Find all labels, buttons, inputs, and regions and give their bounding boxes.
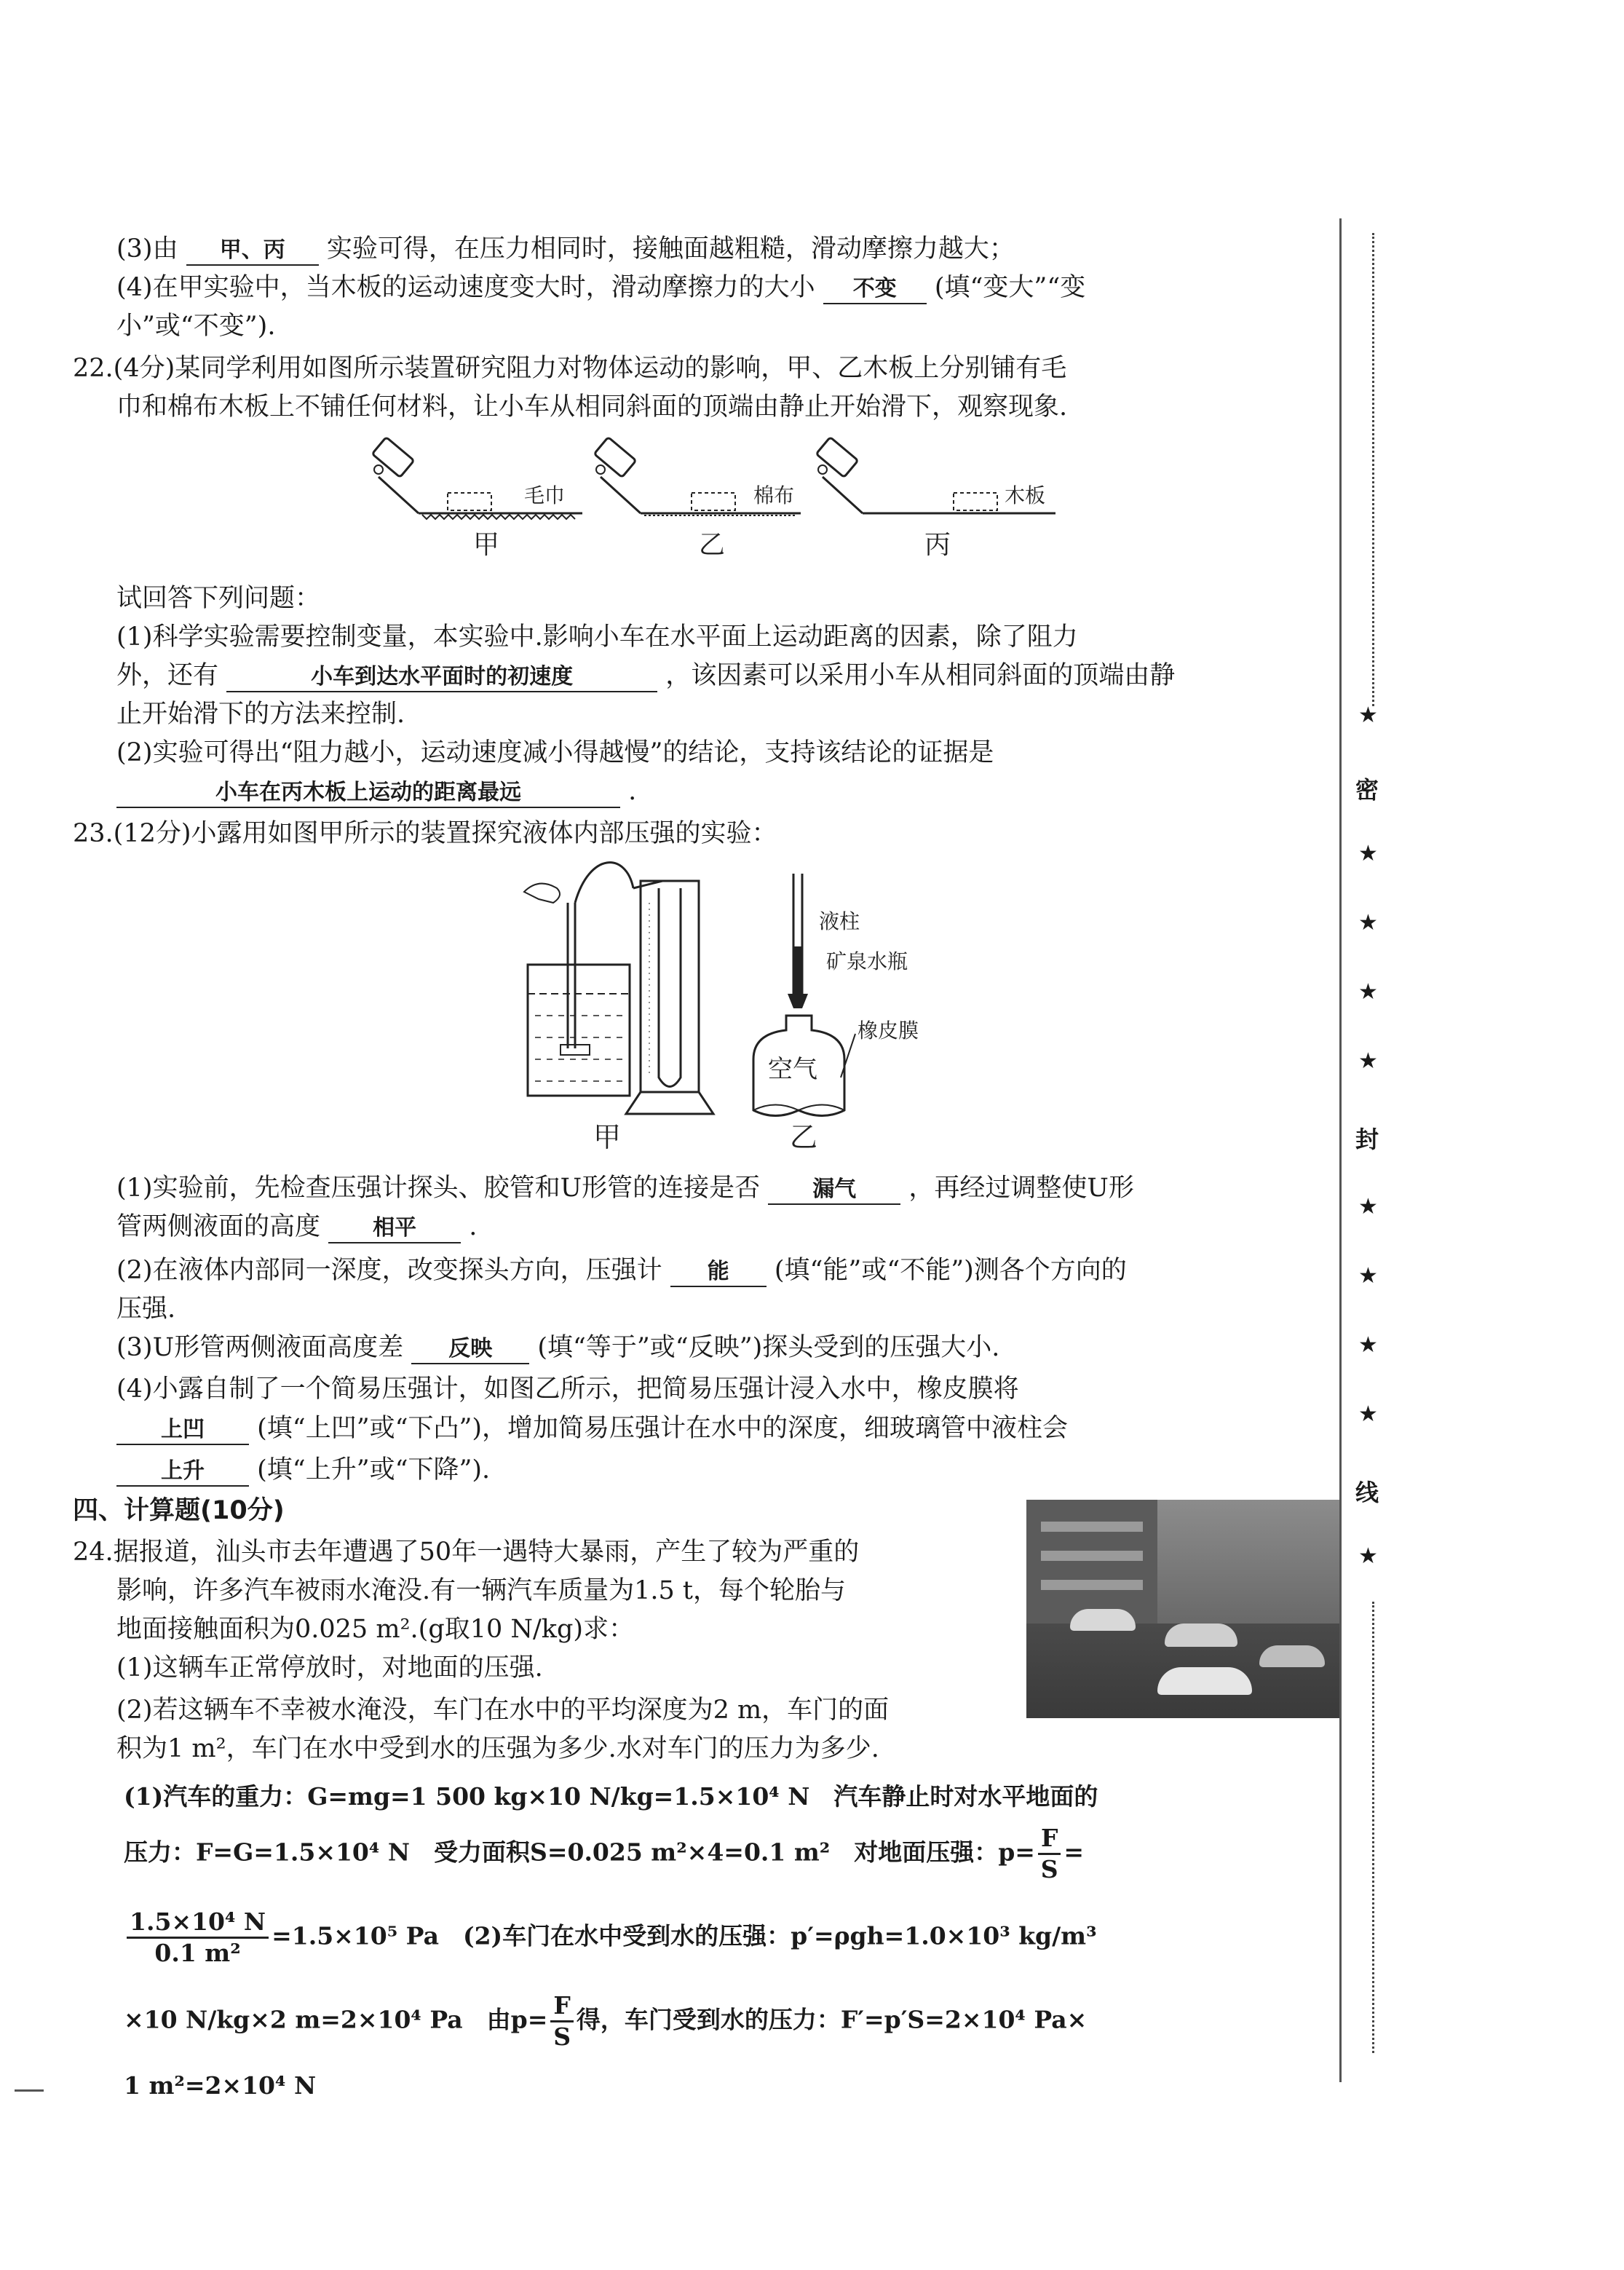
q23-part4-line1: (4)小露自制了一个简易压强计，如图乙所示，把简易压强计浸入水中，橡皮膜将 bbox=[116, 1375, 1019, 1404]
slope-setup-bing bbox=[816, 437, 1055, 560]
q23-part1-line2: 管两侧液面的高度 相平 . bbox=[116, 1211, 477, 1243]
solution-line-5: 1 m²=2×10⁴ N bbox=[124, 2071, 317, 2100]
q22-part1-line2: 外，还有 小车到达水平面时的初速度 ，该因素可以采用小车从相同斜面的顶端由静 bbox=[116, 660, 1175, 692]
simple-gauge-bottle bbox=[753, 874, 919, 1150]
pressure-gauge-setup bbox=[524, 863, 713, 1150]
q24-stem-4: (1)这辆车正常停放时，对地面的压强. bbox=[116, 1653, 543, 1682]
q23-part3: (3)U形管两侧液面高度差 反映 (填“等于”或“反映”)探头受到的压强大小. bbox=[116, 1332, 999, 1364]
star-icon: ★ bbox=[1358, 1048, 1378, 1074]
q23-part2-line2: 压强. bbox=[116, 1294, 176, 1324]
liquid-column-label: 液柱 bbox=[819, 909, 860, 933]
star-icon: ★ bbox=[1358, 703, 1378, 728]
solution-line-3: $\frac{\text{1.5×10⁴ N}}{\text{0.1 m²}}$ =1.5×10⁵ Pa (2)车门在水中受到水的压强：p′=ρgh=1.0×10³ kg/m³ bbox=[124, 1907, 1097, 1968]
star-icon: ★ bbox=[1358, 979, 1378, 1005]
bottle-label: 矿泉水瓶 bbox=[826, 949, 908, 973]
q21-line4-cont: 小”或“不变”). bbox=[116, 312, 276, 341]
surface-label: 木板 bbox=[1005, 483, 1046, 507]
membrane-label: 橡皮膜 bbox=[857, 1019, 919, 1043]
margin-char-mi: 密 bbox=[1355, 776, 1379, 804]
q24-stem-2: 影响，许多汽车被雨水淹没.有一辆汽车质量为1.5 t，每个轮胎与 bbox=[116, 1576, 846, 1605]
figure-label: 甲 bbox=[593, 1121, 622, 1150]
q23-part1-line1: (1)实验前，先检查压强计探头、胶管和U形管的连接是否 漏气 ，再经过调整使U形 bbox=[116, 1172, 1134, 1205]
solution-line-2: 压力：F=G=1.5×10⁴ N 受力面积S=0.025 m²×4=0.1 m² 对地面压强：p= $\frac{F}{S}$ = bbox=[124, 1824, 1085, 1883]
surface-label: 棉布 bbox=[753, 483, 795, 507]
q24-stem-3: 地面接触面积为0.025 m².(g取10 N/kg)求： bbox=[116, 1615, 635, 1644]
fraction: $\frac{\text{1.5×10⁴ N}}{\text{0.1 m²}}$ bbox=[127, 1907, 269, 1968]
answer-blank: 能 bbox=[670, 1258, 767, 1287]
q23-part2-line1: (2)在液体内部同一深度，改变探头方向，压强计 能 (填“能”或“不能”)测各个方向的 bbox=[116, 1254, 1127, 1287]
solution-line-1: (1)汽车的重力：G=mg=1 500 kg×10 N/kg=1.5×10⁴ N 汽车静止时对水平地面的 bbox=[124, 1782, 1098, 1811]
q22-stem-1: 22.(4分)某同学利用如图所示装置研究阻力对物体运动的影响，甲、乙木板上分别铺有毛 bbox=[73, 354, 1067, 383]
answer-blank: 相平 bbox=[328, 1214, 461, 1243]
q23-part4-line3: 上升 (填“上升”或“下降”). bbox=[116, 1454, 490, 1487]
surface-label: 毛巾 bbox=[524, 483, 566, 507]
answer-blank: 甲、丙 bbox=[186, 237, 319, 266]
star-icon: ★ bbox=[1358, 910, 1378, 936]
star-icon: ★ bbox=[1358, 1401, 1378, 1427]
q22-part1-line3: 止开始滑下的方法来控制. bbox=[116, 700, 405, 729]
q23-stem: 23.(12分)小露用如图甲所示的装置探究液体内部压强的实验： bbox=[73, 819, 777, 848]
q22-prompt: 试回答下列问题： bbox=[116, 584, 321, 613]
answer-blank: 小车到达水平面时的初速度 bbox=[226, 663, 657, 692]
q22-figure-slopes bbox=[349, 433, 1077, 564]
q24-stem-1: 24.据报道，汕头市去年遭遇了50年一遇特大暴雨，产生了较为严重的 bbox=[73, 1538, 860, 1567]
q21-line4: (4)在甲实验中，当木板的运动速度变大时，滑动摩擦力的大小 不变 (填“变大”“变 bbox=[116, 272, 1085, 304]
figure-label: 甲 bbox=[473, 530, 500, 560]
slope-setup-yi bbox=[594, 437, 801, 560]
air-label: 空气 bbox=[768, 1055, 817, 1084]
answer-blank: 反映 bbox=[411, 1335, 529, 1364]
answer-blank: 漏气 bbox=[768, 1176, 900, 1205]
q23-figure-pressure bbox=[480, 859, 1034, 1150]
q22-part2-line2: 小车在丙木板上运动的距离最远 . bbox=[116, 775, 636, 808]
section-title: 四、计算题(10分) bbox=[73, 1496, 285, 1525]
corner-mark bbox=[15, 2089, 44, 2092]
star-icon: ★ bbox=[1358, 1332, 1378, 1358]
q24-stem-6: 积为1 m²，车门在水中受到水的压强为多少.水对车门的压力为多少. bbox=[116, 1734, 879, 1763]
figure-label: 丙 bbox=[924, 530, 951, 560]
star-icon: ★ bbox=[1358, 841, 1378, 866]
q24-stem-5: (2)若这辆车不幸被水淹没，车门在水中的平均深度为2 m，车门的面 bbox=[116, 1696, 890, 1725]
margin-rule bbox=[1372, 1602, 1374, 2053]
answer-blank: 上凹 bbox=[116, 1416, 249, 1445]
q23-part4-line2: 上凹 (填“上凹”或“下凸”)，增加简易压强计在水中的深度，细玻璃管中液柱会 bbox=[116, 1412, 1068, 1445]
q22-part2-line1: (2)实验可得出“阻力越小，运动速度减小得越慢”的结论，支持该结论的证据是 bbox=[116, 738, 994, 767]
fraction: $\frac{F}{S}$ bbox=[550, 1991, 573, 2052]
q22-part1-line1: (1)科学实验需要控制变量，本实验中.影响小车在水平面上运动距离的因素，除了阻力 bbox=[116, 622, 1078, 652]
slope-setup-jia bbox=[372, 437, 582, 560]
star-icon: ★ bbox=[1358, 1543, 1378, 1569]
margin-rule bbox=[1372, 233, 1374, 706]
star-icon: ★ bbox=[1358, 1194, 1378, 1219]
answer-blank: 小车在丙木板上运动的距离最远 bbox=[116, 779, 620, 808]
flood-photo bbox=[1026, 1500, 1339, 1718]
margin-char-feng: 封 bbox=[1355, 1126, 1379, 1153]
answer-blank: 上升 bbox=[116, 1458, 249, 1487]
q21-line3: (3)由 甲、丙 实验可得，在压力相同时，接触面越粗糙，滑动摩擦力越大； bbox=[116, 233, 1015, 266]
margin-border bbox=[1339, 218, 1342, 2082]
margin-char-xian: 线 bbox=[1355, 1479, 1379, 1506]
q22-stem-2: 巾和棉布木板上不铺任何材料，让小车从相同斜面的顶端由静止开始滑下，观察现象. bbox=[116, 392, 1068, 422]
star-icon: ★ bbox=[1358, 1263, 1378, 1289]
solution-line-4: ×10 N/kg×2 m=2×10⁴ Pa 由p= $\frac{F}{S}$ 得，车门受到水的压力：F′=p′S=2×10⁴ Pa× bbox=[124, 1991, 1088, 2051]
figure-label: 乙 bbox=[699, 530, 726, 560]
figure-label: 乙 bbox=[790, 1121, 818, 1150]
answer-blank: 不变 bbox=[823, 275, 927, 304]
fraction: $\frac{F}{S}$ bbox=[1038, 1824, 1061, 1884]
